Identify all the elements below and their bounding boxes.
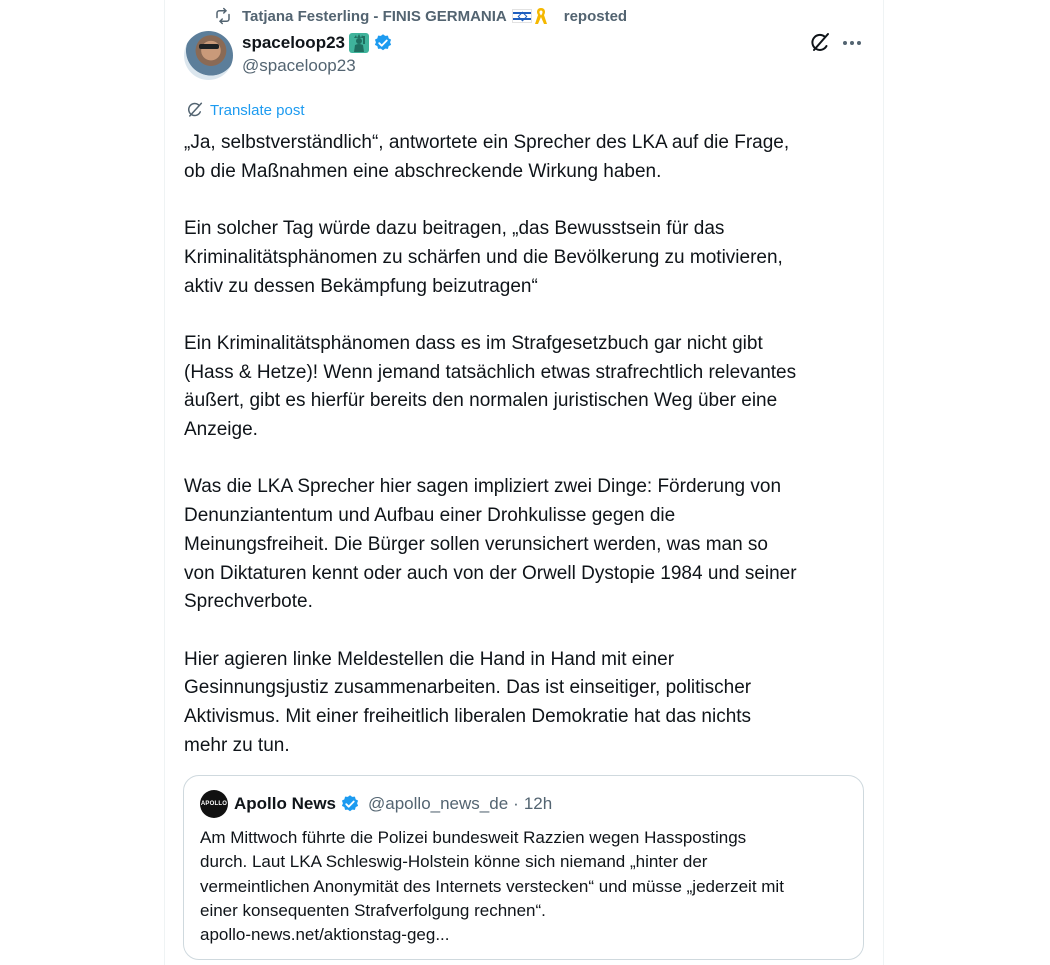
translate-icon <box>186 101 204 119</box>
israel-flag-icon <box>512 9 532 23</box>
author-name-row[interactable] <box>242 31 393 55</box>
quoted-avatar[interactable]: APOLLO <box>200 790 228 818</box>
quoted-text-line: vermeintlichen Anonymität des Internets verstecken“ und müsse „jederzeit mit <box>200 876 784 896</box>
author-handle[interactable]: @spaceloop23 <box>242 56 356 75</box>
translate-label[interactable]: Translate post <box>210 101 305 119</box>
yellow-ribbon-icon <box>534 6 548 26</box>
quoted-timestamp[interactable]: 12h <box>523 794 553 813</box>
quoted-handle[interactable]: @apollo_news_de <box>368 794 509 813</box>
quoted-display-name[interactable]: Apollo News <box>234 794 337 813</box>
repost-label: reposted <box>563 7 628 25</box>
post-paragraph: Was die LKA Sprecher hier sagen impliziert zwei Dinge: Förderung von Denunziantentum und Aufbau einer Drohkulisse gegen die Meinungsfreiheit. Die Bürger sollen verunsichert werden, was man so von Diktaturen kennt oder auch von der Orwell Dystopie 1984 und seiner Sprechverbote. <box>184 476 797 613</box>
author-display-name[interactable]: spaceloop23 <box>242 33 345 52</box>
quoted-post-text <box>200 826 850 947</box>
more-icon[interactable] <box>840 31 864 55</box>
post-paragraph: Ein Kriminalitätsphänomen dass es im Strafgesetzbuch gar nicht gibt (Hass & Hetze)! Wenn jemand tatsächlich etwas strafrechtlich relevantes äußert, gibt es hierfür bereits den normalen juristischen Weg über eine Anzeige. <box>184 332 797 440</box>
quoted-link[interactable]: apollo-news.net/aktionstag-geg... <box>200 925 450 945</box>
post-paragraph: Hier agieren linke Meldestellen die Hand in Hand mit einer Gesinnungsjustiz zusammenarbeiten. Das ist einseitiger, politischer Aktivismus. Mit einer freiheitlich liberalen Demokratie hat das nichts mehr zu tun. <box>184 648 752 756</box>
post-body <box>184 129 864 789</box>
quoted-text-line: durch. Laut LKA Schleswig-Holstein könne sich niemand „hinter der <box>200 852 708 872</box>
repost-header[interactable] <box>214 6 627 26</box>
statue-of-liberty-icon <box>348 32 370 54</box>
translate-post-link[interactable] <box>186 99 305 121</box>
post-paragraph: Ein solcher Tag würde dazu beitragen, „das Bewusstsein für das Kriminalitätsphänomen zu schärfen und die Bevölkerung zu motivieren, aktiv zu dessen Bekämpfung beizutragen“ <box>184 218 783 297</box>
quoted-post-card[interactable] <box>183 775 864 960</box>
verified-badge-icon <box>373 33 393 53</box>
post-paragraph: „Ja, selbstverständlich“, antwortete ein Sprecher des LKA auf die Frage, ob die Maßnahmen eine abschreckende Wirkung haben. <box>184 132 790 182</box>
quoted-separator: · <box>513 794 519 813</box>
quoted-text-line: Am Mittwoch führte die Polizei bundesweit Razzien wegen Hasspostings <box>200 828 747 847</box>
grok-icon[interactable] <box>808 31 832 55</box>
avatar[interactable] <box>184 31 233 80</box>
quoted-post-header <box>200 792 552 816</box>
repost-icon <box>214 7 232 25</box>
verified-badge-icon <box>340 794 360 814</box>
quoted-text-line: einer konsequenten Strafverfolgung rechnen“. <box>200 900 546 920</box>
repost-user-name[interactable]: Tatjana Festerling - FINIS GERMANIA <box>242 7 507 25</box>
